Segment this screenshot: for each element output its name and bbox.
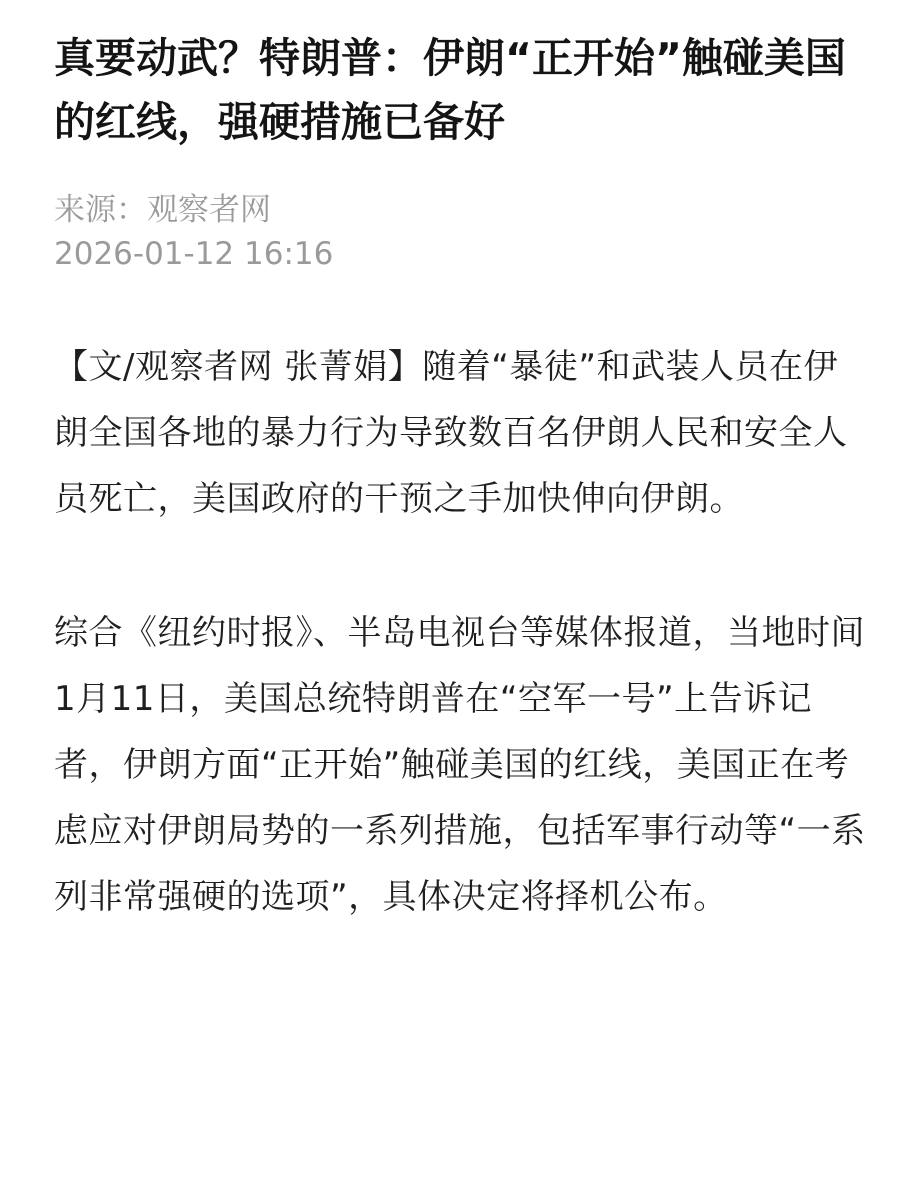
article-body <box>54 334 872 930</box>
article-source: 来源：观察者网 <box>54 192 271 228</box>
article-title: 真要动武？特朗普：伊朗“正开始”触碰美国的红线，强硬措施已备好 <box>54 34 846 146</box>
article-paragraph: 【文/观察者网 张菁娟】随着“暴徒”和武装人员在伊朗全国各地的暴力行为导致数百名伊朗人民和安全人员死亡，美国政府的干预之手加快伸向伊朗。 <box>54 347 848 519</box>
article-datetime: 2026-01-12 16:16 <box>54 236 334 272</box>
article-paragraph: 综合《纽约时报》、半岛电视台等媒体报道，当地时间1月11日，美国总统特朗普在“空军一号”上告诉记者，伊朗方面“正开始”触碰美国的红线，美国正在考虑应对伊朗局势的一系列措施，包括军事行动等“一系列非常强硬的选项”，具体决定将择机公布。 <box>54 613 866 917</box>
article-meta <box>54 188 872 276</box>
article <box>54 26 872 998</box>
